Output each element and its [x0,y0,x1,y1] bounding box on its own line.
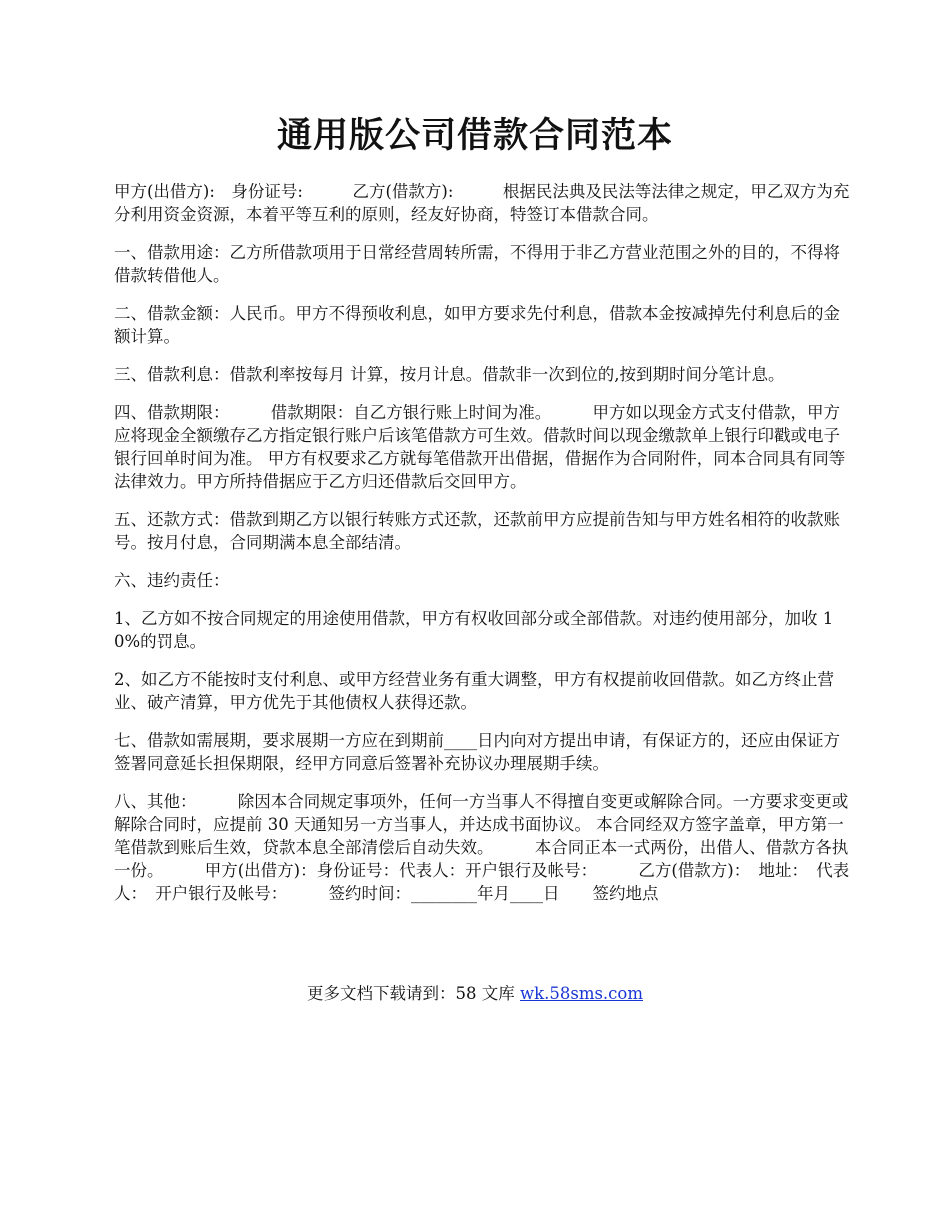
document-title: 通用版公司借款合同范本 [276,115,673,156]
clause-loan-interest: 三、借款利息：借款利率按每月 计算，按月计息。借款非一次到位的,按到期时间分笔计息。 [114,365,785,384]
contract-body [114,180,854,920]
clause-liability-1: 1、乙方如不按合同规定的用途使用借款，甲方有权收回部分或全部借款。对违约使用部分，加收 10%的罚息。 [114,609,834,651]
footer-text: 更多文档下载请到：58 文库 [306,984,520,1003]
clause-liability-heading: 六、违约责任： [114,571,230,590]
clause-liability-2: 2、如乙方不能按时支付利息、或甲方经营业务有重大调整，甲方有权提前收回借款。如乙方终止营业、破产清算，甲方优先于其他债权人获得还款。 [114,670,834,712]
clause-repayment: 五、还款方式：借款到期乙方以银行转账方式还款，还款前甲方应提前告知与甲方姓名相符的收款账号。按月付息，合同期满本息全部结清。 [114,510,840,552]
clause-other: 八、其他： 除因本合同规定事项外，任何一方当事人不得擅自变更或解除合同。一方要求变更或解除合同时，应提前 30 天通知另一方当事人，并达成书面协议。 本合同经双方签字盖章，甲方第一笔借款到账后生效，贷款本息全部清偿后自动失效。 本合同正本一式两份，出借人、借款方各执一份。 甲方(出借方)：身份证号：代表人：开户银行及帐号： 乙方(借款方)： 地址： 代表人： 开户银行及帐号： 签约时间：________年月____日 签约地点 [114,792,850,903]
intro-paragraph: 甲方(出借方): 身份证号: 乙方(借款方): 根据民法典及民法等法律之规定，甲乙双方为充分利用资金资源，本着平等互利的原则，经友好协商，特签订本借款合同。 [114,182,850,224]
clause-loan-term: 四、借款期限： 借款期限：自乙方银行账上时间为准。 甲方如以现金方式支付借款，甲方应将现金全额缴存乙方指定银行账户后该笔借款方可生效。借款时间以现金缴款单上银行印戳或电子银行回单时间为准。 甲方有权要求乙方就每笔借款开出借据，借据作为合同附件，同本合同具有同等法律效力。甲方所持借据应于乙方归还借款后交回甲方。 [114,403,846,491]
clause-loan-amount: 二、借款金额：人民币。甲方不得预收利息，如甲方要求先付利息，借款本金按减掉先付利息后的金额计算。 [114,304,840,346]
footer-download-note [0,982,950,1005]
footer-link[interactable]: wk.58sms.com [519,984,643,1003]
clause-extension: 七、借款如需展期，要求展期一方应在到期前____日内向对方提出申请，有保证方的，还应由保证方签署同意延长担保期限，经甲方同意后签署补充协议办理展期手续。 [114,731,840,773]
clause-loan-purpose: 一、借款用途：乙方所借款项用于日常经营周转所需，不得用于非乙方营业范围之外的目的，不得将借款转借他人。 [114,243,840,285]
